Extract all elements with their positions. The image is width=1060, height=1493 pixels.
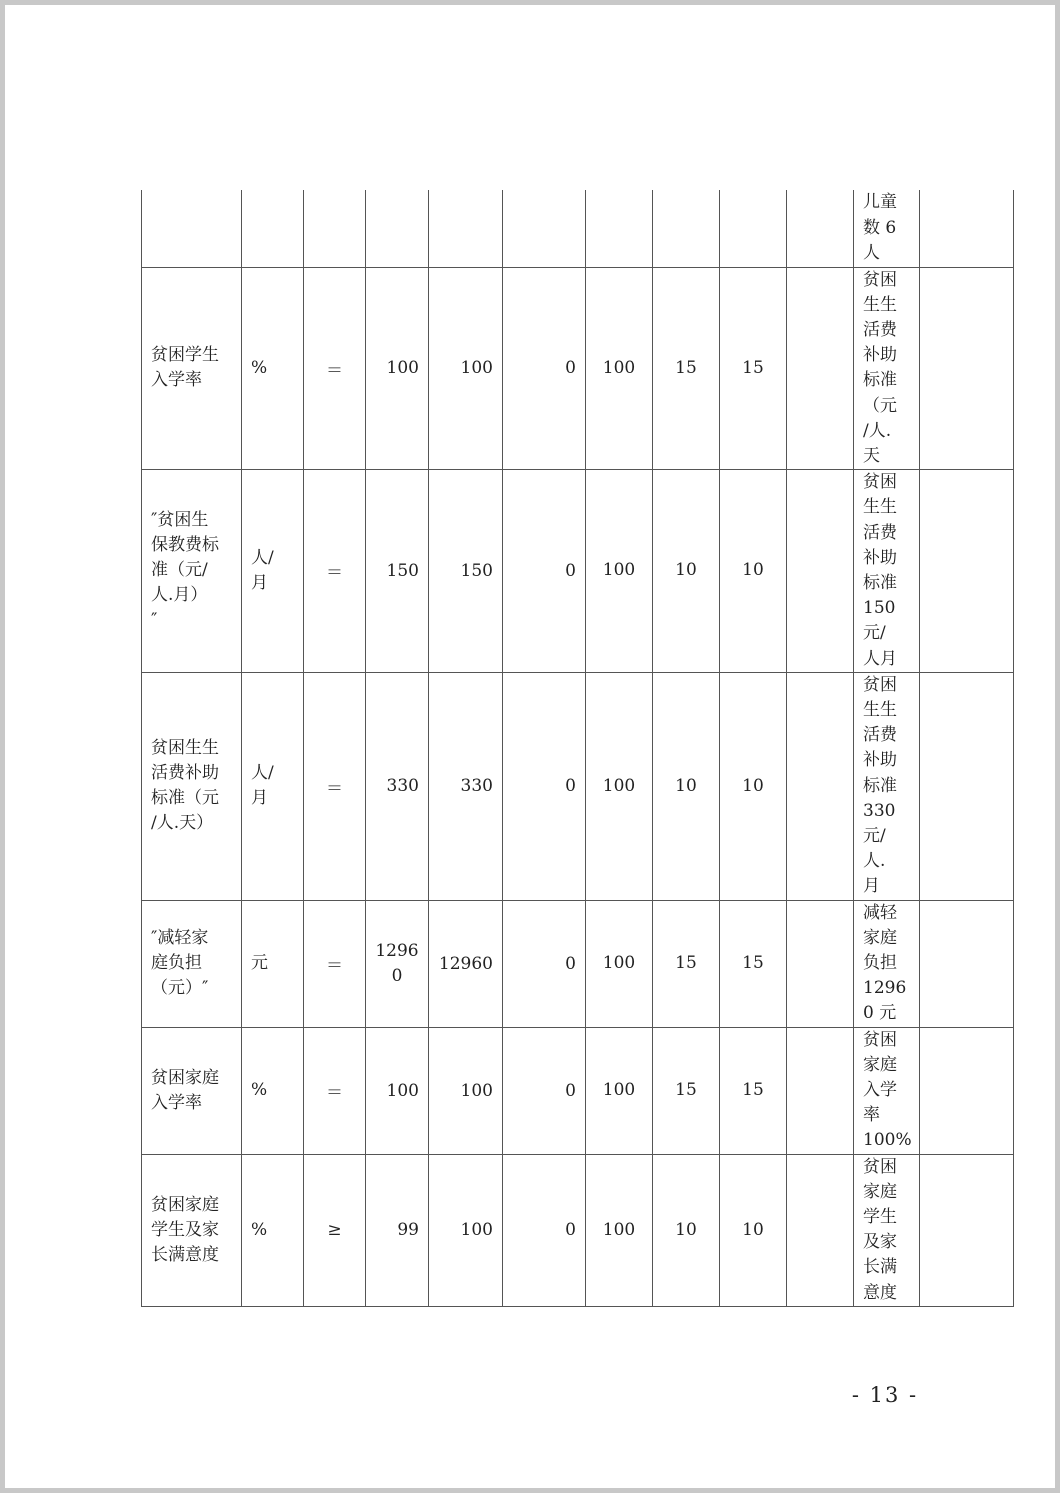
- indicator-name: 贫困家庭 入学率: [142, 1027, 242, 1154]
- extra-cell: [787, 1154, 854, 1306]
- note-cell: 贫困 生生 活费 补助 标准 （元 /人. 天: [854, 267, 920, 470]
- deviation-value: [503, 190, 586, 267]
- completion-rate: 100: [586, 900, 653, 1027]
- weight-score: 10: [653, 470, 720, 673]
- indicator-name: 贫困生生 活费补助 标准（元 /人.天）: [142, 672, 242, 900]
- deviation-value: 0: [503, 672, 586, 900]
- unit-cell: %: [242, 1027, 304, 1154]
- completion-rate: 100: [586, 1154, 653, 1306]
- table-row: [142, 267, 1014, 470]
- last-cell: [920, 900, 1014, 1027]
- target-value: 100: [366, 1027, 429, 1154]
- actual-value: 100: [429, 1027, 503, 1154]
- last-cell: [920, 672, 1014, 900]
- unit-cell: %: [242, 1154, 304, 1306]
- weight-score: 15: [653, 1027, 720, 1154]
- completion-rate: 100: [586, 267, 653, 470]
- extra-cell: [787, 190, 854, 267]
- last-cell: [920, 190, 1014, 267]
- actual-value: 100: [429, 267, 503, 470]
- operator-cell: ≥: [304, 1154, 366, 1306]
- operator-cell: ＝: [304, 267, 366, 470]
- extra-cell: [787, 672, 854, 900]
- extra-cell: [787, 470, 854, 673]
- completion-rate: 100: [586, 672, 653, 900]
- actual-value: 12960: [429, 900, 503, 1027]
- extra-cell: [787, 900, 854, 1027]
- actual-score: 15: [720, 1027, 787, 1154]
- indicator-name: [142, 190, 242, 267]
- target-value: 150: [366, 470, 429, 673]
- indicator-name: ″贫困生 保教费标 准（元/ 人.月） ″: [142, 470, 242, 673]
- operator-cell: ＝: [304, 900, 366, 1027]
- unit-cell: 人/ 月: [242, 672, 304, 900]
- table-row: [142, 672, 1014, 900]
- target-value: [366, 190, 429, 267]
- note-cell: 减轻 家庭 负担 1296 0 元: [854, 900, 920, 1027]
- note-cell: 贫困 生生 活费 补助 标准 330 元/ 人. 月: [854, 672, 920, 900]
- weight-score: [653, 190, 720, 267]
- weight-score: 10: [653, 1154, 720, 1306]
- unit-cell: [242, 190, 304, 267]
- note-cell: 贫困 家庭 入学 率 100%: [854, 1027, 920, 1154]
- table-row: [142, 1154, 1014, 1306]
- completion-rate: [586, 190, 653, 267]
- unit-cell: 人/ 月: [242, 470, 304, 673]
- performance-indicator-table: [141, 190, 1014, 1307]
- deviation-value: 0: [503, 267, 586, 470]
- table-row: [142, 1027, 1014, 1154]
- unit-cell: 元: [242, 900, 304, 1027]
- deviation-value: 0: [503, 1154, 586, 1306]
- table-row: [142, 900, 1014, 1027]
- actual-value: 150: [429, 470, 503, 673]
- extra-cell: [787, 267, 854, 470]
- actual-score: 10: [720, 672, 787, 900]
- actual-score: 10: [720, 470, 787, 673]
- actual-value: 100: [429, 1154, 503, 1306]
- indicator-name: ″减轻家 庭负担 （元）″: [142, 900, 242, 1027]
- weight-score: 15: [653, 900, 720, 1027]
- note-cell: 贫困 生生 活费 补助 标准 150 元/ 人月: [854, 470, 920, 673]
- actual-score: [720, 190, 787, 267]
- note-cell: 儿童 数 6 人: [854, 190, 920, 267]
- weight-score: 10: [653, 672, 720, 900]
- note-cell: 贫困 家庭 学生 及家 长满 意度: [854, 1154, 920, 1306]
- actual-score: 15: [720, 267, 787, 470]
- deviation-value: 0: [503, 1027, 586, 1154]
- target-value: 99: [366, 1154, 429, 1306]
- operator-cell: [304, 190, 366, 267]
- target-value: 100: [366, 267, 429, 470]
- actual-score: 10: [720, 1154, 787, 1306]
- operator-cell: ＝: [304, 470, 366, 673]
- last-cell: [920, 470, 1014, 673]
- indicator-name: 贫困家庭 学生及家 长满意度: [142, 1154, 242, 1306]
- deviation-value: 0: [503, 470, 586, 673]
- page-number: - 13 -: [851, 1383, 919, 1407]
- actual-value: 330: [429, 672, 503, 900]
- actual-value: [429, 190, 503, 267]
- unit-cell: %: [242, 267, 304, 470]
- table-row: [142, 470, 1014, 673]
- completion-rate: 100: [586, 1027, 653, 1154]
- last-cell: [920, 267, 1014, 470]
- operator-cell: ＝: [304, 672, 366, 900]
- operator-cell: ＝: [304, 1027, 366, 1154]
- table-row: [142, 190, 1014, 267]
- last-cell: [920, 1154, 1014, 1306]
- actual-score: 15: [720, 900, 787, 1027]
- extra-cell: [787, 1027, 854, 1154]
- completion-rate: 100: [586, 470, 653, 673]
- last-cell: [920, 1027, 1014, 1154]
- target-value: 1296 0: [366, 900, 429, 1027]
- deviation-value: 0: [503, 900, 586, 1027]
- indicator-name: 贫困学生 入学率: [142, 267, 242, 470]
- weight-score: 15: [653, 267, 720, 470]
- target-value: 330: [366, 672, 429, 900]
